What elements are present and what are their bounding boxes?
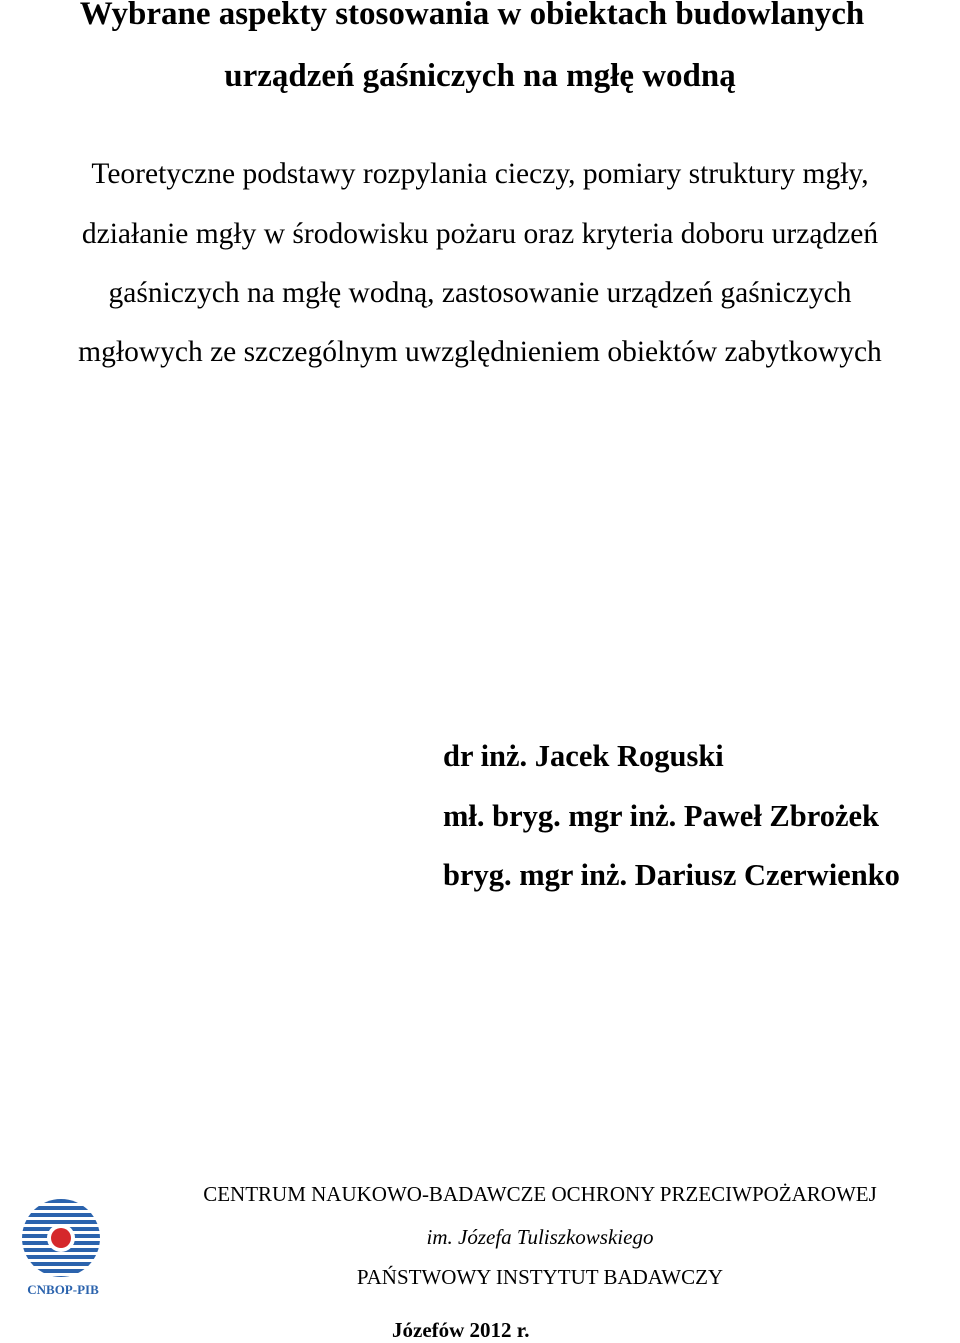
- title-line-2: urządzeń gaśniczych na mgłę wodną: [224, 58, 736, 94]
- institution-patron: im. Józefa Tuliszkowskiego: [426, 1225, 654, 1249]
- institution-status: PAŃSTWOWY INSTYTUT BADAWCZY: [356, 1265, 724, 1289]
- title-line-1: Wybrane aspekty stosowania w obiektach budowlanych: [79, 0, 865, 32]
- institution-name: CENTRUM NAUKOWO-BADAWCZE OCHRONY PRZECIWPOŻAROWEJ: [203, 1182, 877, 1206]
- cnbop-logo-graphic: [20, 1196, 106, 1298]
- logo-text: CNBOP-PIB: [27, 1282, 99, 1297]
- author-3: bryg. mgr inż. Dariusz Czerwienko: [443, 858, 900, 892]
- place-and-date: Józefów 2012 r.: [392, 1318, 530, 1342]
- subtitle-line-1: Teoretyczne podstawy rozpylania cieczy, pomiary struktury mgły,: [91, 158, 869, 190]
- author-1: dr inż. Jacek Roguski: [443, 739, 724, 773]
- subtitle-line-3: gaśniczych na mgłę wodną, zastosowanie urządzeń gaśniczych: [108, 277, 852, 309]
- cnbop-logo: [20, 1196, 106, 1298]
- subtitle-line-2: działanie mgły w środowisku pożaru oraz kryteria doboru urządzeń: [81, 218, 879, 250]
- author-2: mł. bryg. mgr inż. Paweł Zbrożek: [443, 799, 879, 833]
- subtitle-line-4: mgłowych ze szczególnym uwzględnieniem obiektów zabytkowych: [78, 336, 882, 368]
